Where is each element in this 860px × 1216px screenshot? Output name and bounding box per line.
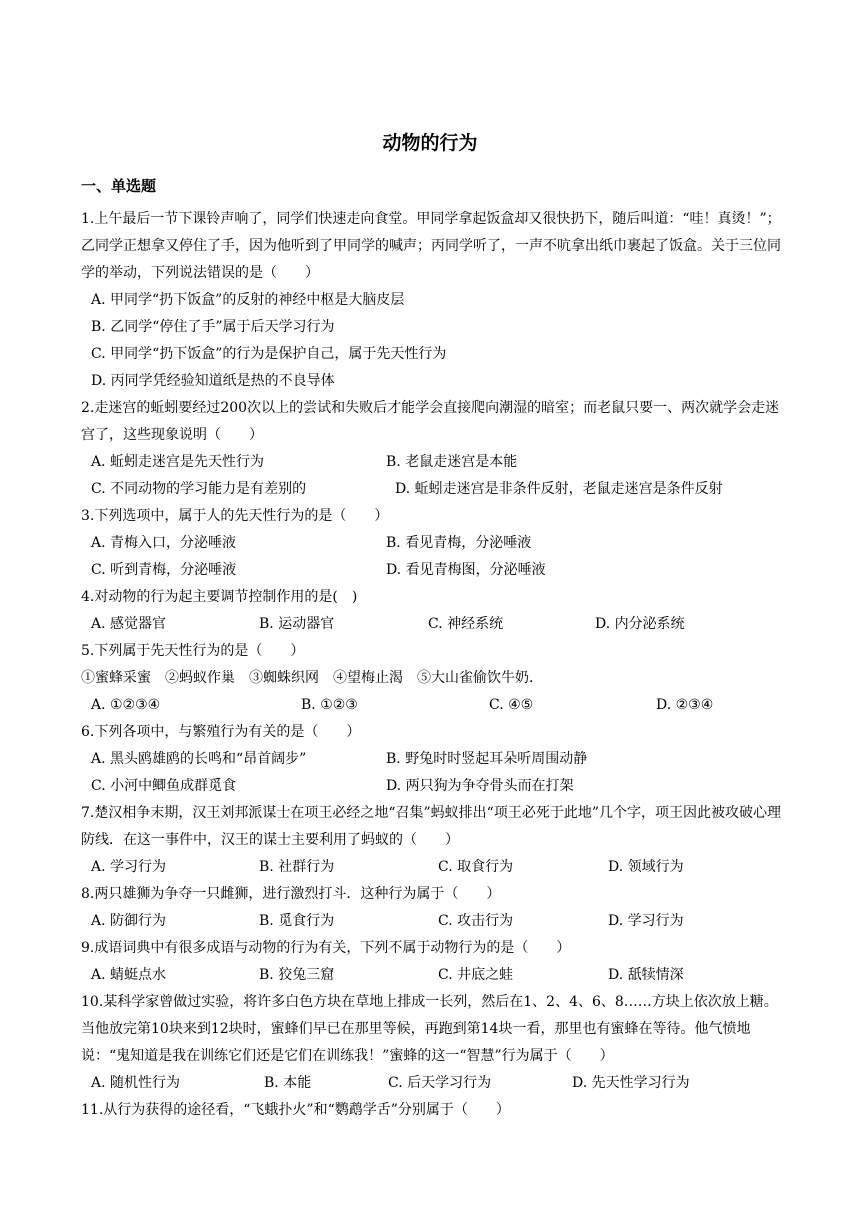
answer-option[interactable]: A. 学习行为 [91, 859, 167, 875]
answer-option[interactable]: B. 觅食行为 [259, 913, 335, 929]
answer-option[interactable]: B. 老鼠走迷宫是本能 [386, 454, 518, 470]
option-row [81, 368, 781, 395]
answer-option[interactable]: D. 舐犊情深 [608, 967, 684, 983]
answer-option[interactable]: D. 丙同学凭经验知道纸是热的不良导体 [91, 373, 335, 389]
answer-option[interactable]: D. 学习行为 [608, 913, 684, 929]
answer-option[interactable]: A. 感觉器官 [91, 616, 167, 632]
answer-option[interactable]: C. 不同动物的学习能力是有差别的 [91, 481, 307, 497]
answer-option[interactable]: A. 黑头鸥雄鸥的长鸣和“昂首阔步” [91, 751, 307, 767]
answer-option[interactable]: C. 攻击行为 [438, 913, 514, 929]
question-extra-line: ①蜜蜂采蜜 ②蚂蚁作巢 ③蜘蛛织网 ④望梅止渴 ⑤大山雀偷饮牛奶． [81, 670, 543, 686]
option-row [81, 746, 781, 773]
answer-option[interactable]: C. 神经系统 [428, 616, 504, 632]
option-row [81, 611, 781, 638]
option-row [81, 341, 781, 368]
question-stem: 11.从行为获得的途径看，“飞蛾扑火”和“鹦鹉学舌”分别属于（ ） [81, 1102, 510, 1118]
question-stem: 8.两只雄狮为争夺一只雌狮，进行激烈打斗．这种行为属于（ ） [81, 886, 501, 902]
answer-option[interactable]: D. 看见青梅图，分泌唾液 [386, 562, 546, 578]
answer-option[interactable]: B. 狡兔三窟 [259, 967, 335, 983]
question-stem: 9.成语词典中有很多成语与动物的行为有关，下列不属于动物行为的是（ ） [81, 940, 571, 956]
answer-option[interactable]: B. 运动器官 [259, 616, 335, 632]
answer-option[interactable]: D. 两只狗为争夺骨头而在打架 [386, 778, 574, 794]
answer-option[interactable]: B. ①②③ [301, 697, 358, 713]
option-row [81, 287, 781, 314]
question-stem: 10.某科学家曾做过实验，将许多白色方块在草地上排成一长列，然后在1、2、4、6、8……方块上依次放上糖。当他放完第10块来到12块时，蜜蜂们早已在那里等候，再跑到第14块一看，那里也有蜜蜂在等待。他气愤地说：“鬼知道是我在训练它们还是它们在训练我！”蜜蜂的这一“智慧”行为属于（ ） [81, 994, 778, 1064]
answer-option[interactable]: C. 小河中鲫鱼成群觅食 [91, 778, 237, 794]
option-row [81, 476, 781, 503]
option-row [81, 908, 781, 935]
question-stem: 3.下列选项中，属于人的先天性行为的是（ ） [81, 508, 389, 524]
answer-option[interactable]: C. 听到青梅，分泌唾液 [91, 562, 237, 578]
option-row [81, 449, 781, 476]
answer-option[interactable]: B. 社群行为 [259, 859, 335, 875]
section-heading: 一、单选题 [81, 177, 157, 195]
answer-option[interactable]: D. 内分泌系统 [595, 616, 685, 632]
answer-option[interactable]: C. 甲同学“扔下饭盒”的行为是保护自己，属于先天性行为 [91, 346, 447, 362]
answer-option[interactable]: C. 取食行为 [438, 859, 514, 875]
option-row [81, 773, 781, 800]
option-row [81, 854, 781, 881]
page-title: 动物的行为 [382, 132, 478, 154]
answer-option[interactable]: C. 后天学习行为 [388, 1075, 492, 1091]
answer-option[interactable]: A. 随机性行为 [91, 1075, 181, 1091]
answer-option[interactable]: C. 井底之蛙 [438, 967, 514, 983]
question-stem: 5.下列属于先天性行为的是（ ） [81, 643, 305, 659]
option-row [81, 962, 781, 989]
answer-option[interactable]: C. ④⑤ [489, 697, 534, 713]
option-row [81, 1070, 781, 1097]
question-list [81, 206, 781, 1124]
option-row [81, 557, 781, 584]
answer-option[interactable]: B. 本能 [264, 1075, 312, 1091]
answer-option[interactable]: D. 领域行为 [608, 859, 684, 875]
question-stem: 4.对动物的行为起主要调节控制作用的是( ) [81, 589, 358, 605]
option-row [81, 314, 781, 341]
question-stem: 6.下列各项中，与繁殖行为有关的是（ ） [81, 724, 361, 740]
answer-option[interactable]: D. 先天性学习行为 [572, 1075, 690, 1091]
answer-option[interactable]: A. 甲同学“扔下饭盒”的反射的神经中枢是大脑皮层 [91, 292, 405, 308]
answer-option[interactable]: A. 防御行为 [91, 913, 167, 929]
answer-option[interactable]: A. 蜻蜓点水 [91, 967, 167, 983]
answer-option[interactable]: B. 乙同学“停住了手”属于后天学习行为 [91, 319, 335, 335]
answer-option[interactable]: B. 看见青梅，分泌唾液 [386, 535, 532, 551]
question-stem: 2.走迷宫的蚯蚓要经过200次以上的尝试和失败后才能学会直接爬向潮湿的暗室；而老鼠只要一、两次就学会走迷宫了，这些现象说明（ ） [81, 400, 780, 443]
answer-option[interactable]: A. ①②③④ [91, 697, 161, 713]
answer-option[interactable]: B. 野兔时时竖起耳朵听周围动静 [386, 751, 588, 767]
answer-option[interactable]: D. 蚯蚓走迷宫是非条件反射，老鼠走迷宫是条件反射 [395, 481, 723, 497]
option-row [81, 692, 781, 719]
question-stem: 7.楚汉相争末期，汉王刘邦派谋士在项王必经之地“召集”蚂蚁排出“项王必死于此地”几个字，项王因此被攻破心理防线．在这一事件中，汉王的谋士主要利用了蚂蚁的（ ） [81, 805, 781, 848]
question-stem: 1.上午最后一节下课铃声响了，同学们快速走向食堂。甲同学拿起饭盒却又很快扔下，随后叫道：“哇！真烫！”；乙同学正想拿又停住了手，因为他听到了甲同学的喊声；丙同学听了，一声不吭拿出纸巾裹起了饭盒。关于三位同学的举动，下列说法错误的是（ ） [81, 211, 781, 281]
answer-option[interactable]: D. ②③④ [656, 697, 714, 713]
option-row [81, 530, 781, 557]
answer-option[interactable]: A. 青梅入口，分泌唾液 [91, 535, 237, 551]
answer-option[interactable]: A. 蚯蚓走迷宫是先天性行为 [91, 454, 265, 470]
